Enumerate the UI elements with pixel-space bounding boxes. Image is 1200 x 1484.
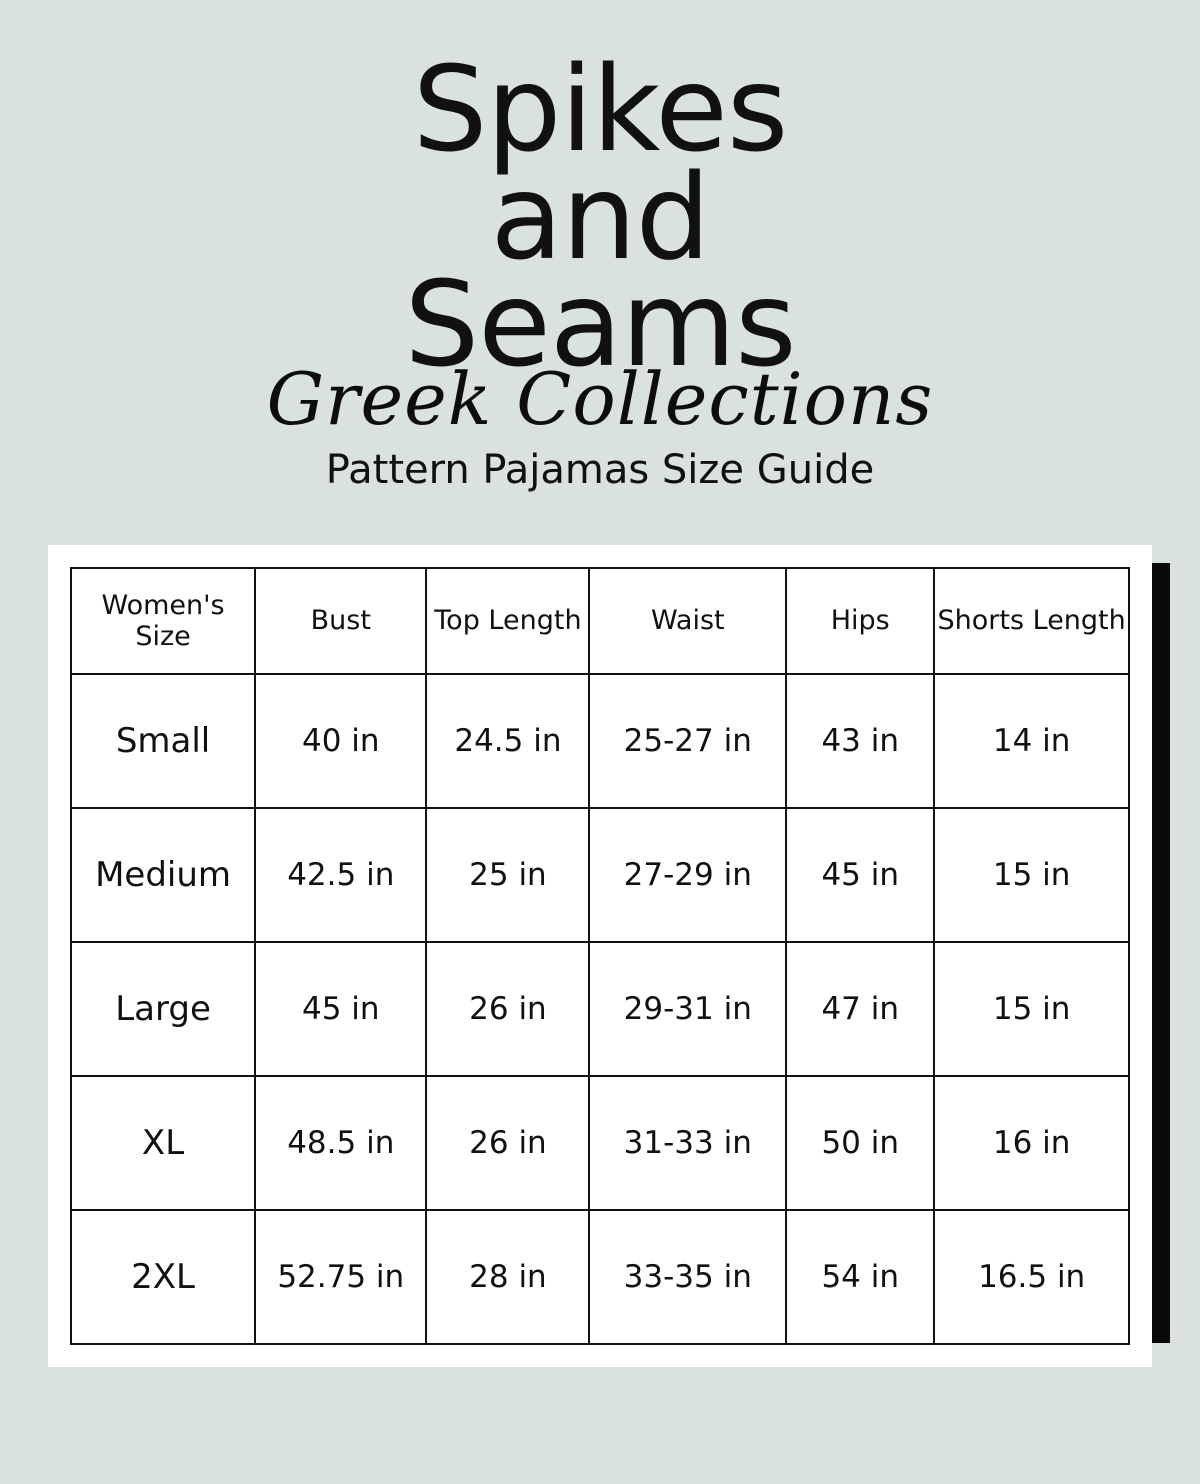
- brand-title-line-1: Spikes: [412, 40, 788, 178]
- cell-top-length: 28 in: [426, 1210, 589, 1344]
- column-header-waist: Waist: [589, 568, 786, 674]
- column-header-hips: Hips: [786, 568, 934, 674]
- size-table-container: [48, 545, 1152, 1367]
- cell-hips: 45 in: [786, 808, 934, 942]
- table-row: [71, 674, 1129, 808]
- cell-waist: 31-33 in: [589, 1076, 786, 1210]
- cell-shorts-length: 14 in: [934, 674, 1129, 808]
- column-header-shorts-length: Shorts Length: [934, 568, 1129, 674]
- cell-size: Small: [71, 674, 255, 808]
- brand-script-subtitle: Greek Collections: [266, 356, 934, 441]
- cell-shorts-length: 15 in: [934, 942, 1129, 1076]
- cell-top-length: 25 in: [426, 808, 589, 942]
- table-row: [71, 808, 1129, 942]
- size-chart-table: [70, 567, 1130, 1345]
- cell-hips: 47 in: [786, 942, 934, 1076]
- cell-shorts-length: 16.5 in: [934, 1210, 1129, 1344]
- cell-top-length: 26 in: [426, 1076, 589, 1210]
- cell-bust: 52.75 in: [255, 1210, 426, 1344]
- cell-size: 2XL: [71, 1210, 255, 1344]
- cell-hips: 50 in: [786, 1076, 934, 1210]
- cell-waist: 33-35 in: [589, 1210, 786, 1344]
- cell-top-length: 24.5 in: [426, 674, 589, 808]
- cell-size: Medium: [71, 808, 255, 942]
- column-header-top-length: Top Length: [426, 568, 589, 674]
- cell-hips: 43 in: [786, 674, 934, 808]
- cell-waist: 29-31 in: [589, 942, 786, 1076]
- cell-bust: 48.5 in: [255, 1076, 426, 1210]
- brand-title-line-2: and: [490, 147, 710, 286]
- cell-hips: 54 in: [786, 1210, 934, 1344]
- table-row: [71, 1076, 1129, 1210]
- brand-title-line-3: Seams: [404, 255, 796, 394]
- cell-bust: 40 in: [255, 674, 426, 808]
- cell-top-length: 26 in: [426, 942, 589, 1076]
- cell-size: Large: [71, 942, 255, 1076]
- cell-waist: 27-29 in: [589, 808, 786, 942]
- cell-shorts-length: 16 in: [934, 1076, 1129, 1210]
- cell-bust: 45 in: [255, 942, 426, 1076]
- cell-bust: 42.5 in: [255, 808, 426, 942]
- table-row: [71, 942, 1129, 1076]
- table-header-row: [71, 568, 1129, 674]
- cell-waist: 25-27 in: [589, 674, 786, 808]
- table-row: [71, 1210, 1129, 1344]
- table-card: [48, 545, 1152, 1367]
- cell-size: XL: [71, 1076, 255, 1210]
- column-header-womens-size: Women's Size: [71, 568, 255, 674]
- brand-header: [0, 0, 1200, 493]
- cell-shorts-length: 15 in: [934, 808, 1129, 942]
- column-header-bust: Bust: [255, 568, 426, 674]
- page-title: Pattern Pajamas Size Guide: [325, 446, 875, 493]
